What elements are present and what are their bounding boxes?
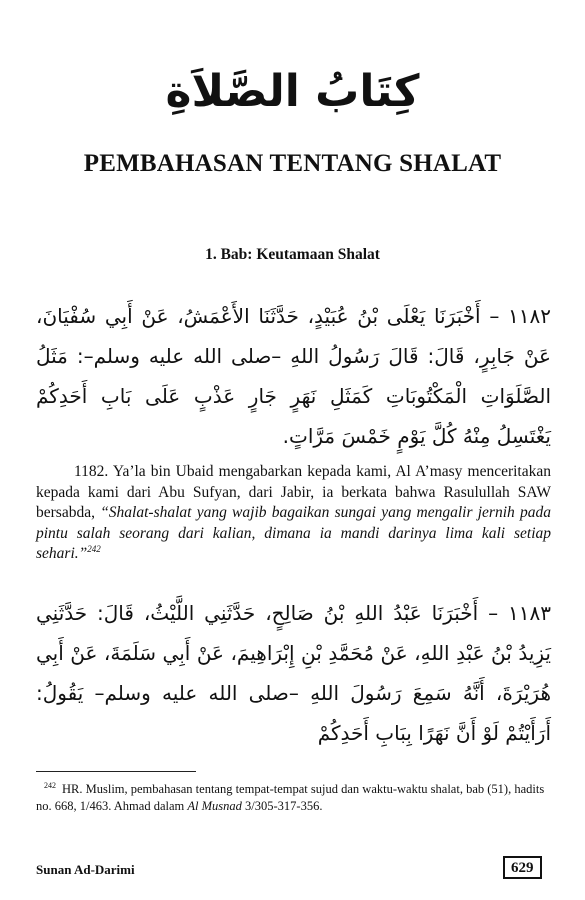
footnote-text-end: 3/305-317-356. [241,799,323,813]
footnote-number: 242 [44,781,56,790]
chapter-title: PEMBAHASAN TENTANG SHALAT [83,150,502,177]
footnote-text: HR. Muslim, pembahasan tentang tempat-tempat sujud dan waktu-waktu shalat, bab (51), hadits no. 668, 1/463. Ahmad dalam [36,782,545,813]
hadith-1182-translation [36,462,551,565]
footnote-source-title: Al Musnad [187,799,242,813]
chapter-arabic-title: كِتَابُ الصَّلاَةِ [165,66,420,117]
translation-text: 1182. Ya’la bin Ubaid mengabarkan kepada kami, Al A’masy menceritakan kepada kami dari Abu Sufyan, dari Jabir, ia berkata bahwa Rasulullah SAW bersabda, [36,463,551,521]
section-heading: 1. Bab: Keutamaan Shalat [205,246,380,263]
hadith-1183-arabic: ١١٨٣ – أَخْبَرَنَا عَبْدُ اللهِ بْنُ صَالِحٍ، حَدَّثَنِي اللَّيْثُ، قَالَ: حَدَّثَنِي يَزِيدُ بْنُ عَبْدِ اللهِ، عَنْ مُحَمَّدِ بْنِ إِبْرَاهِيمَ، عَنْ أَبِي سَلَمَةَ، عَنْ أَبِي هُرَيْرَةَ، أَنَّهُ سَمِعَ رَسُولَ اللهِ –صلى الله عليه وسلم– يَقُولُ: أَرَأَيْتُمْ لَوْ أَنَّ نَهَرًا بِبَابِ أَحَدِكُمْ [36,601,551,745]
running-footer-title: Sunan Ad-Darimi [36,862,135,877]
footnote-divider [36,771,196,772]
hadith-1182-arabic: ١١٨٢ – أَخْبَرَنَا يَعْلَى بْنُ عُبَيْدٍ، حَدَّثَنَا الأَعْمَشُ، عَنْ أَبِي سُفْيَانَ، عَنْ جَابِرٍ، قَالَ: قَالَ رَسُولُ اللهِ –صلى الله عليه وسلم–: مَثَلُ الصَّلَوَاتِ الْمَكْتُوبَاتِ كَمَثَلِ نَهَرٍ جَارٍ عَذْبٍ عَلَى بَابِ أَحَدِكُمْ يَغْتَسِلُ مِنْهُ كُلَّ يَوْمٍ خَمْسَ مَرَّاتٍ. [36,304,551,448]
footnote [36,781,551,815]
translation-quote: “Shalat-shalat yang wajib bagaikan sungai yang mengalir jernih pada pintu salah seorang dari kalian, dimana ia mandi darinya lima kali setiap sehari.” [36,504,551,562]
page-number: 629 [503,856,542,879]
footnote-reference: 242 [87,544,101,554]
